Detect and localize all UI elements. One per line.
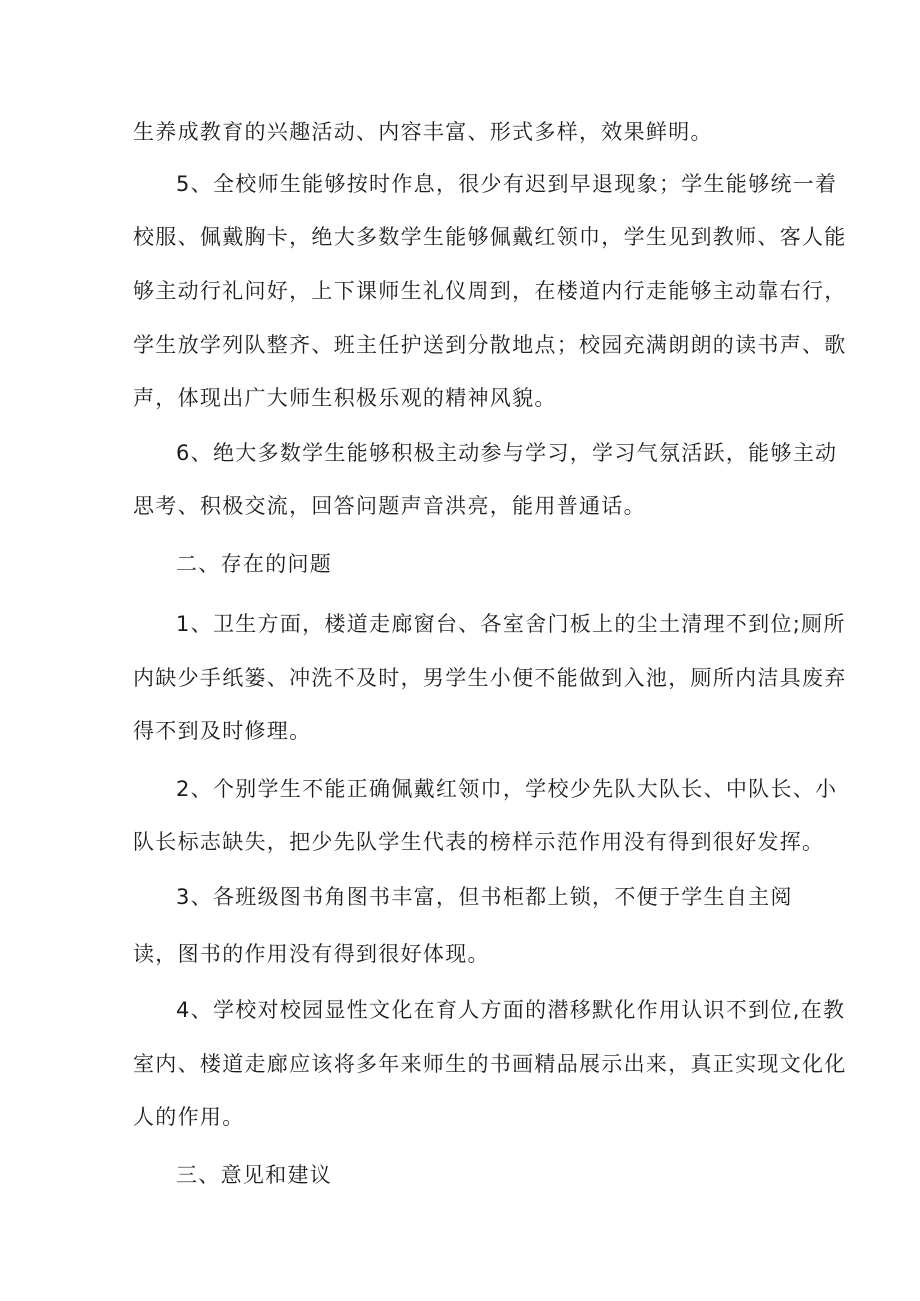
paragraph-line: 队长标志缺失，把少先队学生代表的榜样示范作用没有得到很好发挥。 — [133, 830, 825, 854]
paragraph-line: 2、个别学生不能正确佩戴红领巾，学校少先队大队长、中队长、小 — [176, 777, 838, 801]
paragraph-line: 1、卫生方面，楼道走廊窗台、各室舍门板上的尘土清理不到位;厕所 — [176, 612, 846, 636]
paragraph-line: 5、全校师生能够按时作息，很少有迟到早退现象；学生能够统一着 — [176, 172, 838, 196]
paragraph-line: 3、各班级图书角图书丰富，但书柜都上锁，不便于学生自主阅 — [176, 885, 793, 909]
paragraph-line: 4、学校对校园显性文化在育人方面的潜移默化作用认识不到位,在教 — [176, 998, 846, 1022]
paragraph-line: 校服、佩戴胸卡，绝大多数学生能够佩戴红领巾，学生见到教师、客人能 — [133, 225, 847, 249]
paragraph-line: 思考、积极交流，回答问题声音洪亮，能用普通话。 — [133, 494, 646, 518]
paragraph-line: 人的作用。 — [133, 1105, 245, 1129]
paragraph-line: 够主动行礼问好，上下课师生礼仪周到，在楼道内行走能够主动靠右行， — [133, 279, 847, 303]
paragraph-line: 内缺少手纸篓、冲洗不及时，男学生小便不能做到入池，厕所内洁具废弃 — [133, 666, 847, 690]
paragraph-line: 得不到及时修理。 — [133, 719, 312, 743]
section-heading: 三、意见和建议 — [176, 1163, 333, 1187]
paragraph-line: 生养成教育的兴趣活动、内容丰富、形式多样，效果鲜明。 — [133, 120, 713, 144]
paragraph-line: 学生放学列队整齐、班主任护送到分散地点；校园充满朗朗的读书声、歌 — [133, 333, 847, 357]
paragraph-line: 6、绝大多数学生能够积极主动参与学习，学习气氛活跃，能够主动 — [176, 441, 838, 465]
paragraph-line: 读，图书的作用没有得到很好体现。 — [133, 942, 490, 966]
paragraph-line: 室内、楼道走廊应该将多年来师生的书画精品展示出来，真正实现文化化 — [133, 1052, 847, 1076]
section-heading: 二、存在的问题 — [176, 552, 333, 576]
paragraph-line: 声，体现出广大师生积极乐观的精神风貌。 — [133, 386, 557, 410]
